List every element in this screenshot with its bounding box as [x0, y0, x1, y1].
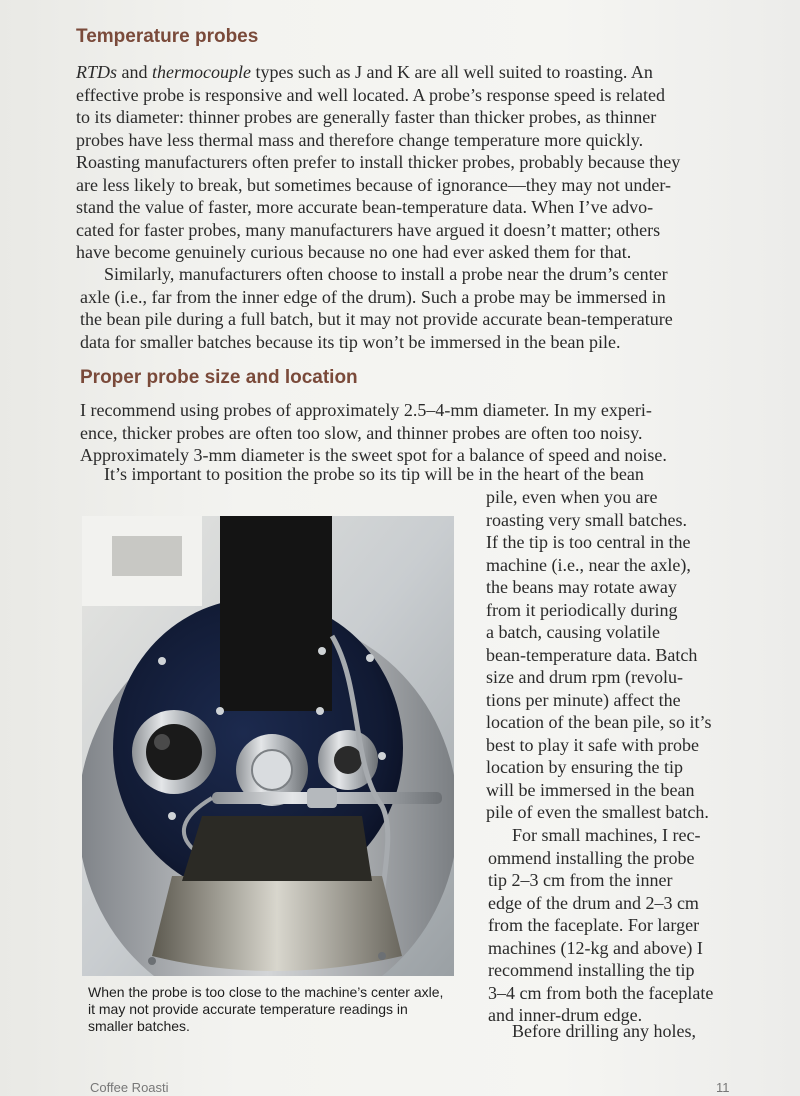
text-line: location by ensuring the tip	[486, 757, 683, 777]
text-line: bean-temperature data. Batch	[486, 644, 698, 665]
text-line: pile, even when you are	[486, 487, 658, 507]
text-line: I recommend using probes of approximately 2.5–4-mm diameter. In my experi-	[80, 400, 652, 420]
text-line: will be immersed in the bean	[486, 779, 695, 800]
text-line: cated for faster probes, many manufacturers have argued it doesn’t matter; others	[76, 219, 661, 240]
text-line: data for smaller batches because its tip won’t be immersed in the bean pile.	[80, 331, 621, 352]
paragraph-probe-size-2-column	[486, 486, 726, 824]
text-line: tions per minute) affect the	[486, 689, 681, 710]
text-line: axle (i.e., far from the inner edge of the drum). Such a probe may be immersed in	[80, 286, 666, 307]
probe-fitting	[307, 788, 337, 808]
caption-line: it may not provide accurate temperature readings in	[88, 1001, 408, 1017]
text-fragment: and	[117, 62, 153, 82]
text-line: stand the value of faster, more accurate bean-temperature data. When I’ve advo-	[76, 197, 654, 217]
text-line: Similarly, manufacturers often choose to install a probe near the drum’s center	[104, 264, 668, 284]
text-line: Before drilling any holes,	[512, 1021, 696, 1041]
text-line: the beans may rotate away	[486, 577, 677, 597]
term-rtds: RTDs	[76, 62, 118, 82]
text-line: Approximately 3-mm diameter is the sweet spot for a balance of speed and noise.	[80, 445, 667, 465]
paragraph-probe-size-4	[512, 1020, 732, 1043]
text-line: tip 2–3 cm from the inner	[488, 870, 673, 890]
bean-discharge-chute	[152, 876, 402, 971]
page-number: 11	[716, 1080, 730, 1095]
caption-line: smaller batches.	[88, 1018, 190, 1034]
caption-line: When the probe is too close to the machine’s center axle,	[88, 984, 444, 1000]
base-bolt	[148, 957, 156, 965]
running-footer: Coffee Roasti	[90, 1080, 169, 1095]
text-line: to its diameter: thinner probes are generally faster than thicker probes, as thinner	[76, 107, 657, 127]
paragraph-temperature-probes-2	[80, 263, 720, 353]
text-line: pile of even the smallest batch.	[486, 802, 709, 822]
text-line: If the tip is too central in the	[486, 532, 691, 552]
text-line: probes have less thermal mass and therefore change temperature more quickly.	[76, 129, 644, 150]
text-fragment: types such as J and K are all well suited to roasting. An	[251, 62, 653, 82]
text-line: It’s important to position the probe so its tip will be in the heart of the bean	[104, 464, 644, 484]
text-line: machine (i.e., near the axle),	[486, 554, 691, 575]
roaster-illustration	[82, 516, 454, 976]
sight-glass-reflection	[154, 734, 170, 750]
text-line: recommend installing the tip	[488, 960, 695, 980]
text-line: effective probe is responsive and well located. A probe’s response speed is related	[76, 84, 665, 105]
roaster-faceplate-photo	[82, 516, 454, 976]
text-line: Roasting manufacturers often prefer to install thicker probes, probably because they	[76, 152, 681, 172]
text-line: size and drum rpm (revolu-	[486, 667, 683, 687]
sampler-opening	[334, 746, 362, 774]
text-line: best to play it safe with probe	[486, 734, 699, 755]
text-line: For small machines, I rec-	[512, 825, 701, 845]
discharge-door	[182, 816, 372, 881]
sight-glass	[146, 724, 202, 780]
bean-hopper-chute	[220, 516, 332, 711]
center-axle	[252, 750, 292, 790]
section-heading-probe-size: Proper probe size and location	[80, 367, 358, 388]
text-line: from the faceplate. For larger	[488, 915, 700, 935]
base-bolt	[378, 952, 386, 960]
text-line: the bean pile during a full batch, but it may not provide accurate bean-temperature	[80, 309, 673, 329]
text-line: are less likely to break, but sometimes because of ignorance—they may not under-	[76, 174, 671, 195]
text-line	[76, 61, 716, 84]
text-line: 3–4 cm from both the faceplate	[488, 982, 714, 1003]
background-object	[112, 536, 182, 576]
text-line: edge of the drum and 2–3 cm	[488, 892, 699, 913]
paragraph-temperature-probes-1	[76, 61, 716, 264]
figure-caption	[88, 984, 458, 1035]
text-line: have become genuinely curious because no one had ever asked them for that.	[76, 242, 632, 262]
text-line: roasting very small batches.	[486, 509, 687, 530]
paragraph-probe-size-1	[80, 399, 720, 467]
section-heading-temperature-probes: Temperature probes	[76, 26, 259, 47]
text-line: ommend installing the probe	[488, 847, 695, 868]
text-line: from it periodically during	[486, 599, 678, 620]
text-line: ence, thicker probes are often too slow, and thinner probes are often too noisy.	[80, 422, 643, 443]
text-line: location of the bean pile, so it’s	[486, 712, 712, 732]
paragraph-probe-size-3	[488, 824, 728, 1027]
text-line: a batch, causing volatile	[486, 622, 660, 642]
paragraph-probe-size-2-first-line	[104, 463, 724, 486]
text-line: and inner-drum edge.	[488, 1005, 643, 1025]
term-thermocouple: thermocouple	[152, 62, 251, 82]
text-line: machines (12-kg and above) I	[488, 937, 703, 958]
